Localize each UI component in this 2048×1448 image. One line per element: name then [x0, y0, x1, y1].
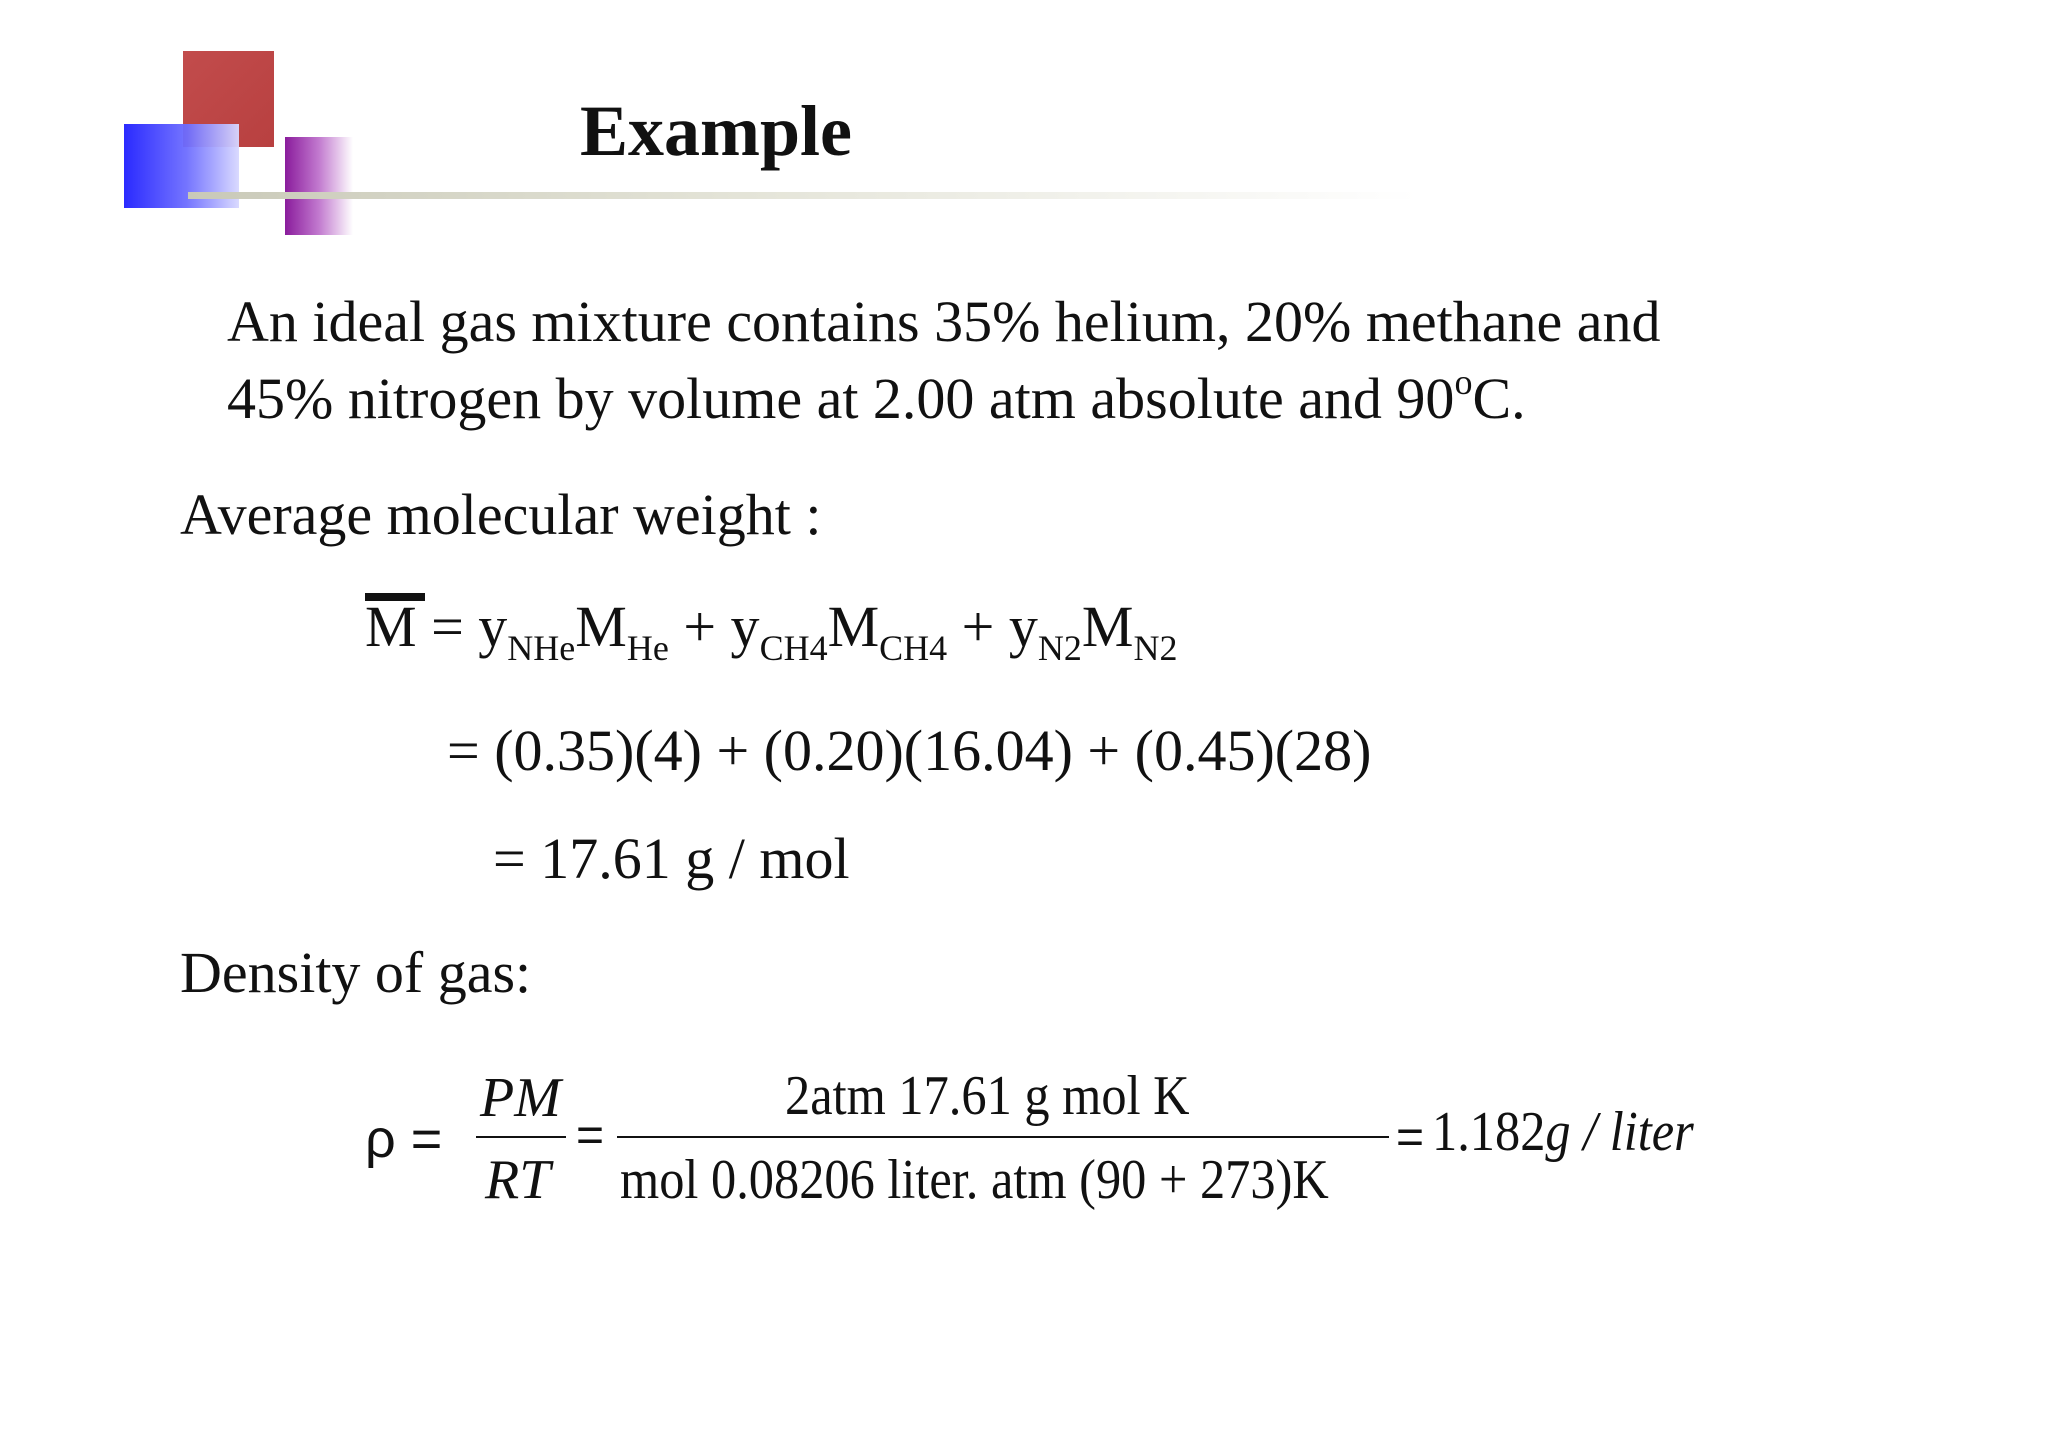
m-symbol: M	[827, 594, 880, 659]
mw-equation-2: = (0.35)(4) + (0.20)(16.04) + (0.45)(28)	[447, 718, 1372, 783]
fraction-1-numerator: PM	[480, 1067, 561, 1129]
density-heading: Density of gas:	[180, 940, 532, 1005]
problem-line-2-unit: C.	[1472, 366, 1526, 431]
subscript: CH4	[759, 628, 828, 668]
density-unit: g / liter	[1545, 1101, 1694, 1163]
density-result	[1432, 1100, 1694, 1164]
eq-text: + y	[668, 594, 760, 659]
mw-heading: Average molecular weight :	[180, 482, 822, 547]
mw-equation-3: = 17.61 g / mol	[493, 826, 850, 891]
degree-superscript: o	[1454, 362, 1473, 402]
problem-line-1: An ideal gas mixture contains 35% helium, 20% methane and	[227, 289, 1661, 354]
fraction-1-denominator: RT	[485, 1149, 551, 1211]
decor-purple-square	[285, 137, 353, 235]
fraction-2-numerator: 2atm 17.61 g mol K	[785, 1065, 1190, 1127]
subscript: CH4	[879, 628, 948, 668]
equals-sign-2: =	[1396, 1111, 1425, 1164]
eq-text: + y	[947, 594, 1038, 659]
m-symbol: M	[575, 594, 627, 659]
mean-m-symbol: M	[365, 594, 417, 659]
fraction-2-denominator: mol 0.08206 liter. atm (90 + 273)K	[620, 1149, 1329, 1211]
density-value: 1.182	[1432, 1101, 1546, 1163]
fraction-2-bar	[617, 1136, 1389, 1138]
problem-line-2-text: 45% nitrogen by volume at 2.00 atm absolute and 90	[227, 366, 1455, 431]
eq-text: = y	[416, 594, 508, 659]
mw-equation-1	[365, 593, 1178, 668]
problem-line-2	[227, 362, 1526, 432]
equals-sign-1: =	[576, 1109, 605, 1162]
title-underline	[188, 192, 1418, 199]
rho-symbol: ρ =	[365, 1109, 443, 1169]
m-symbol: M	[1081, 594, 1134, 659]
slide-title: Example	[580, 91, 853, 171]
subscript: He	[626, 628, 669, 668]
subscript: N2	[1133, 628, 1178, 668]
subscript: N2	[1037, 628, 1082, 668]
fraction-1-bar	[476, 1136, 566, 1138]
subscript: NHe	[507, 628, 576, 668]
